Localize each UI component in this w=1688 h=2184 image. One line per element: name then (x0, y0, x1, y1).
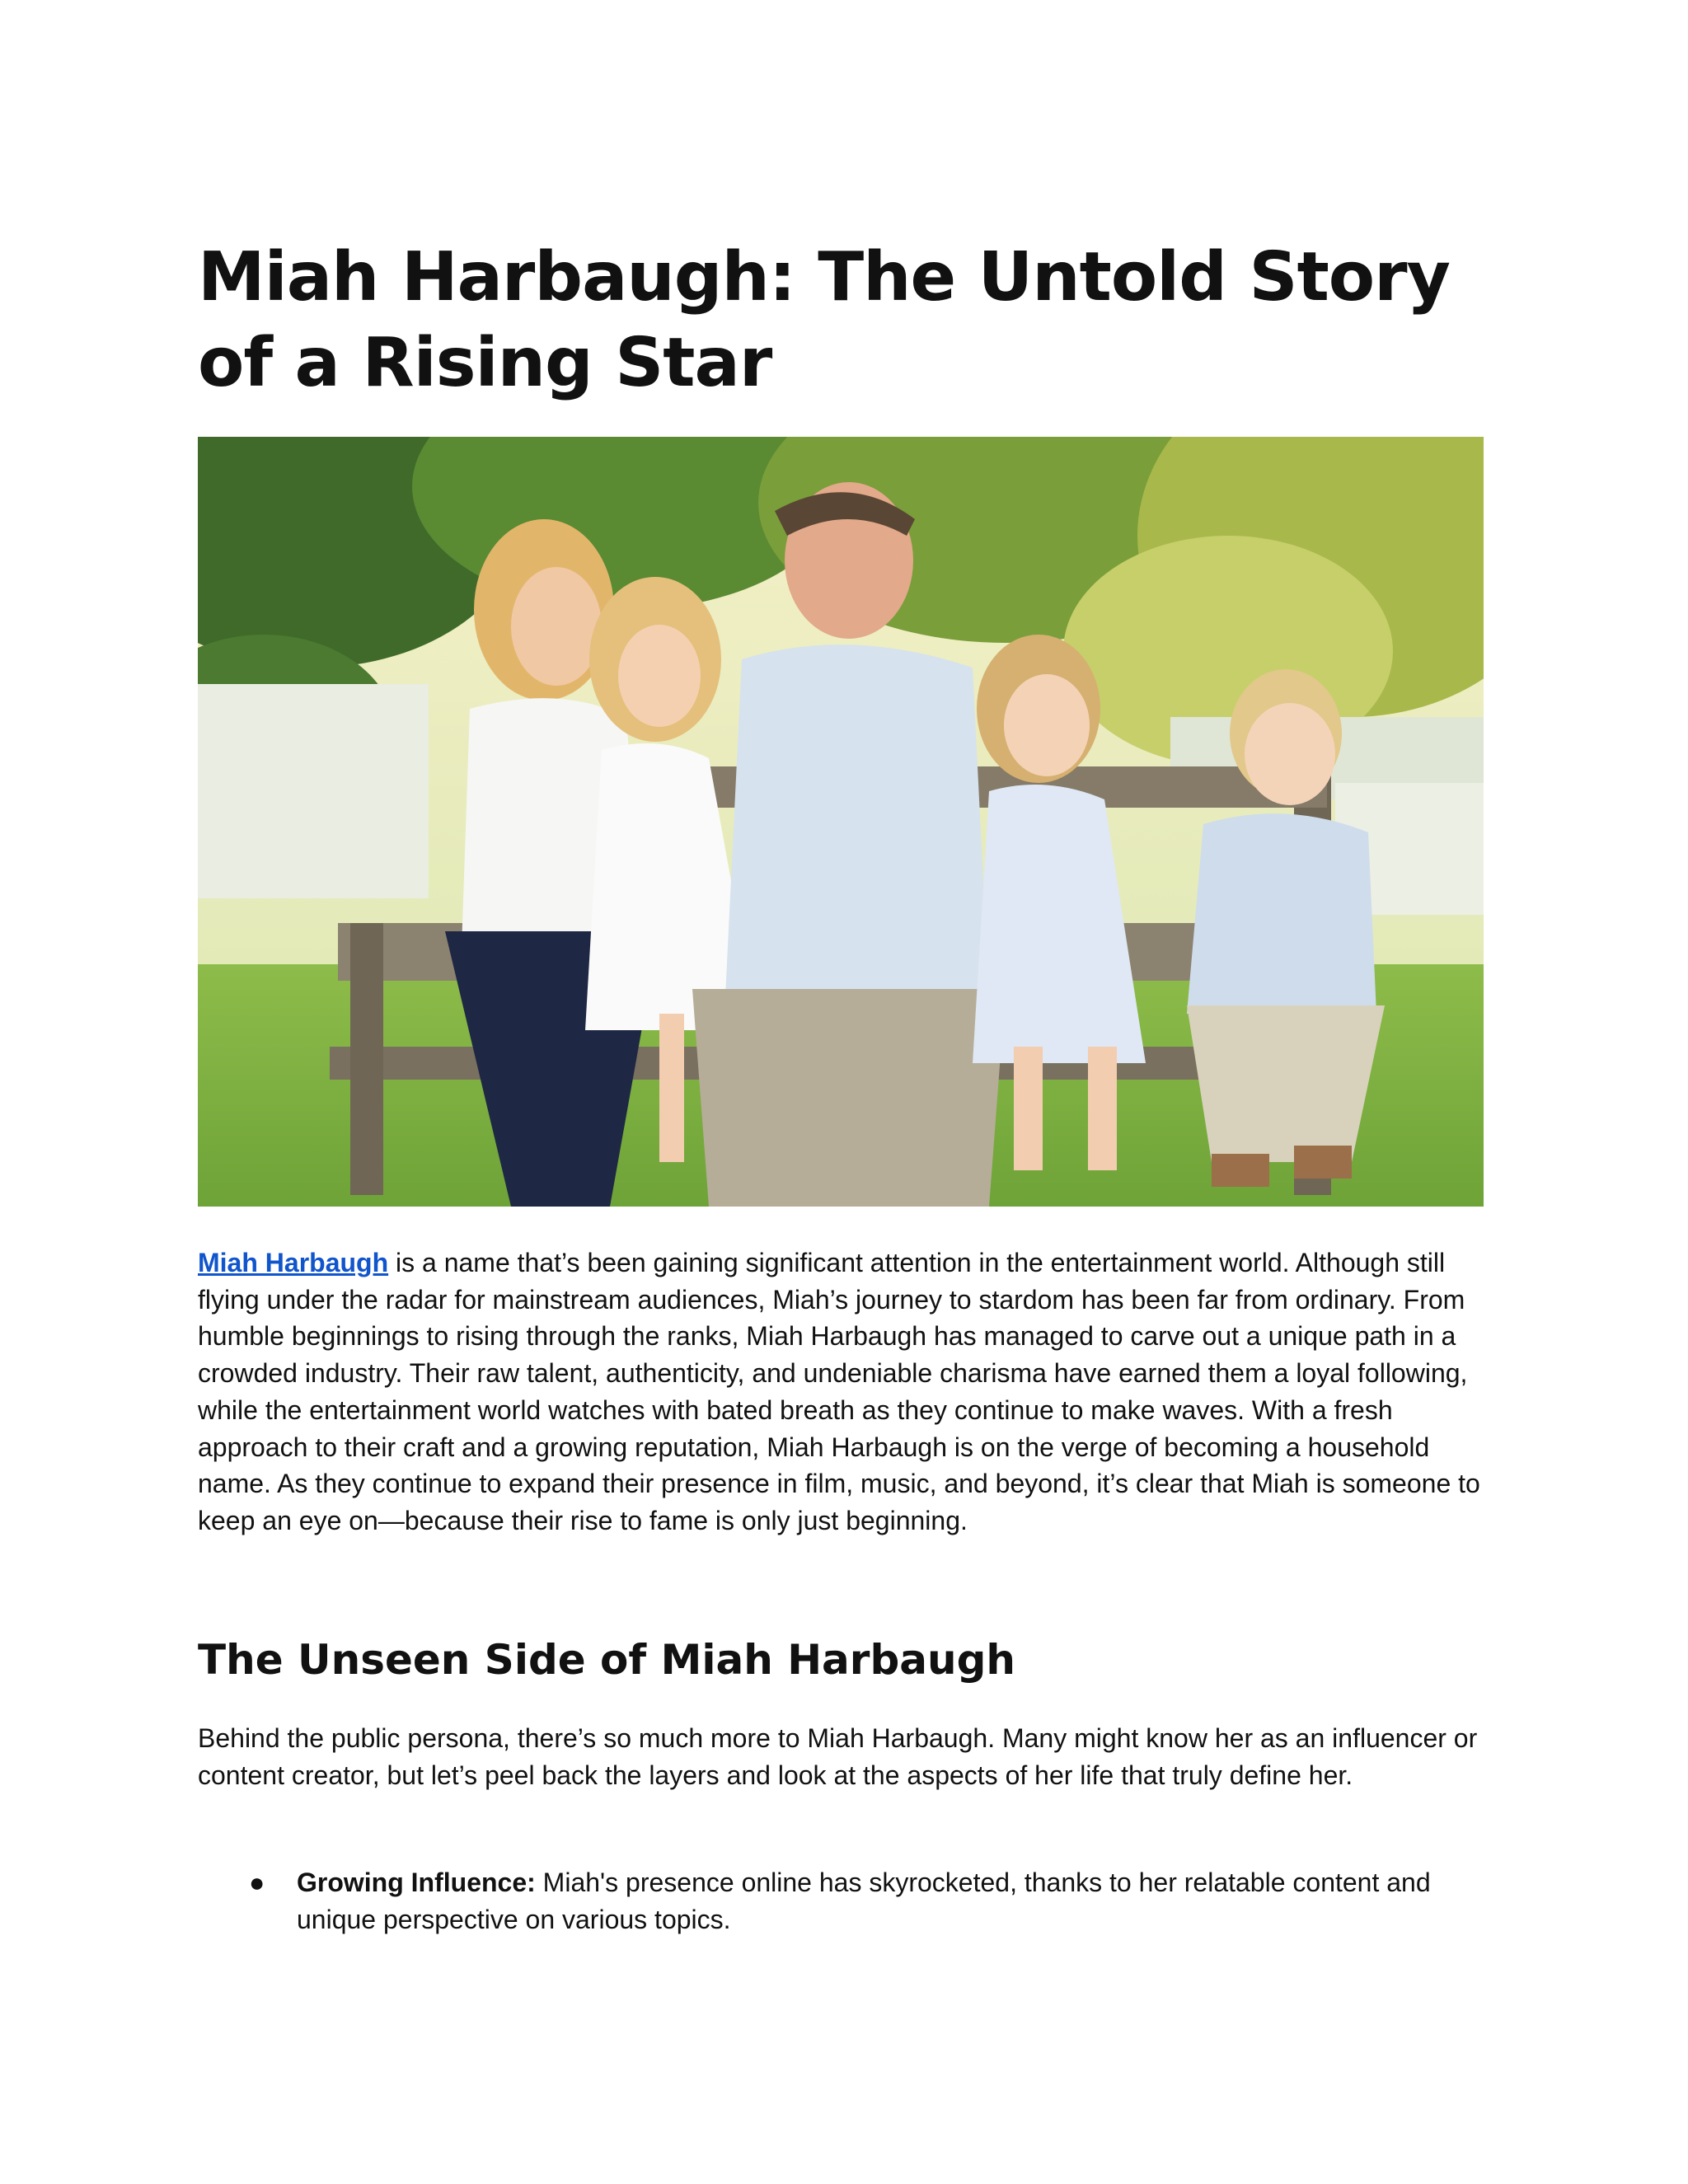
bullet-list (198, 1864, 1484, 1938)
miah-harbaugh-link[interactable]: Miah Harbaugh (198, 1248, 389, 1277)
intro-paragraph (198, 1244, 1484, 1540)
article (198, 235, 1484, 1934)
family-photo (198, 437, 1484, 1207)
section-paragraph: Behind the public persona, there’s so much more to Miah Harbaugh. Many might know her as an influencer or content creator, but let’s peel back the layers and look at the aspects of her life that truly define her. (198, 1723, 1478, 1790)
bullet-icon: ● (249, 1868, 265, 1897)
bullet-label: Growing Influence: (297, 1868, 536, 1897)
section-heading: The Unseen Side of Miah Harbaugh (198, 1636, 1015, 1684)
bullet-text: Miah's presence online has skyrocketed, thanks to her relatable content and unique perspective on various topics. (297, 1868, 1431, 1934)
page-title: Miah Harbaugh: The Untold Story of a Rising Star (198, 238, 1450, 402)
list-item (198, 1864, 1484, 1938)
intro-text: is a name that’s been gaining significant attention in the entertainment world. Although still flying under the radar for mainstream audiences, Miah’s journey to stardom has been far from ordinary. From humble beginnings to rising through the ranks, Miah Harbaugh has managed to carve out a unique path in a crowded industry. Their raw talent, authenticity, and undeniable charisma have earned them a loyal following, while the entertainment world watches with bated breath as they continue to make waves. With a fresh approach to their craft and a growing reputation, Miah Harbaugh is on the verge of becoming a household name. As they continue to expand their presence in film, music, and beyond, it’s clear that Miah is someone to keep an eye on—because their rise to fame is only just beginning. (198, 1248, 1480, 1535)
